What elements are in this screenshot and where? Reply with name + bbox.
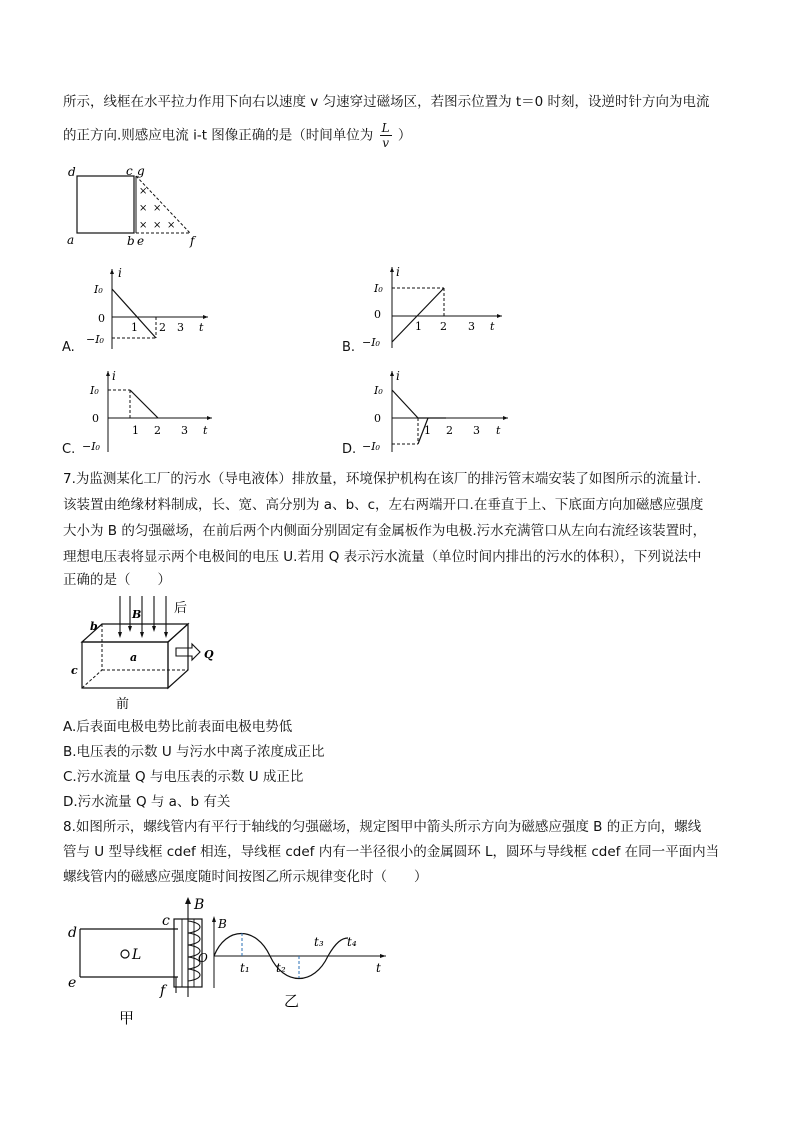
q-flow-label: Q bbox=[204, 648, 214, 661]
field-cross: × bbox=[139, 186, 148, 197]
axis-t-label: t bbox=[490, 320, 495, 333]
zero-label: 0 bbox=[92, 412, 99, 425]
tick-3: 3 bbox=[468, 320, 475, 333]
field-cross: × bbox=[139, 203, 148, 214]
t4-label: t₄ bbox=[347, 935, 357, 949]
option-a-label[interactable]: A. bbox=[62, 340, 75, 355]
q7-line-5: 正确的是（ ） bbox=[63, 572, 171, 588]
tick-2: 2 bbox=[154, 424, 161, 437]
q8-line-2: 管与 U 型导线框 cdef 相连，导线框 cdef 内有一半径很小的金属圆环 L，圆环与导线框 cdef 在同一平面内当 bbox=[63, 844, 720, 860]
q6-line-2-post: ） bbox=[397, 127, 412, 144]
dim-a-label: a bbox=[130, 651, 138, 664]
i0-label: I₀ bbox=[90, 384, 99, 397]
label-f: f bbox=[160, 983, 166, 999]
label-e: e bbox=[68, 975, 77, 991]
q8-line-1: 8.如图所示，螺线管内有平行于轴线的匀强磁场，规定图甲中箭头所示方向为磁感应强度 B 的正方向，螺线 bbox=[63, 819, 702, 835]
back-label: 后 bbox=[174, 601, 188, 616]
field-cross: × bbox=[167, 220, 176, 231]
axis-t-label: t bbox=[199, 321, 204, 334]
figure-yi-caption: 乙 bbox=[284, 992, 300, 1010]
t3-label: t₃ bbox=[314, 935, 324, 949]
axis-i-label: i bbox=[396, 265, 400, 279]
axis-i-label: i bbox=[112, 369, 116, 383]
q7-option-d[interactable]: D.污水流量 Q 与 a、b 有关 bbox=[63, 794, 231, 810]
q8-line-3: 螺线管内的磁感应强度随时间按图乙所示规律变化时（ ） bbox=[63, 869, 428, 885]
neg-i0-label: −I₀ bbox=[362, 336, 380, 349]
tick-2: 2 bbox=[440, 320, 447, 333]
neg-i0-label: −I₀ bbox=[82, 440, 100, 453]
label-e: e bbox=[137, 234, 145, 248]
field-cross: × bbox=[153, 220, 162, 231]
i0-label: I₀ bbox=[374, 384, 383, 397]
ring-l-label: L bbox=[132, 947, 142, 963]
label-c: c bbox=[162, 913, 170, 929]
dim-c-label: c bbox=[71, 664, 78, 677]
axis-t-label: t bbox=[496, 424, 501, 437]
front-label: 前 bbox=[116, 697, 130, 712]
b-field-label: B bbox=[132, 608, 142, 621]
label-f: f bbox=[190, 234, 195, 248]
figure-jia-caption: 甲 bbox=[119, 1009, 135, 1027]
dim-b-label: b bbox=[90, 620, 98, 633]
field-cross: × bbox=[153, 203, 162, 214]
field-cross: × bbox=[139, 220, 148, 231]
q8-figure-yi bbox=[196, 914, 390, 1014]
zero-label: 0 bbox=[374, 412, 381, 425]
option-c-graph[interactable] bbox=[82, 366, 217, 456]
option-a-graph[interactable] bbox=[82, 265, 212, 353]
tick-2: 2 bbox=[159, 321, 166, 334]
t1-label: t₁ bbox=[240, 961, 250, 975]
neg-i0-label: −I₀ bbox=[86, 333, 104, 346]
t-axis-label: t bbox=[376, 961, 381, 975]
q7-option-b[interactable]: B.电压表的示数 U 与污水中离子浓度成正比 bbox=[63, 744, 325, 760]
q6-line-2-pre: 的正方向.则感应电流 i-t 图像正确的是（时间单位为 bbox=[63, 127, 374, 144]
q7-option-c[interactable]: C.污水流量 Q 与电压表的示数 U 成正比 bbox=[63, 769, 304, 785]
fraction-denominator: v bbox=[382, 136, 389, 150]
zero-label: 0 bbox=[98, 312, 105, 325]
tick-1: 1 bbox=[132, 424, 139, 437]
neg-i0-label: −I₀ bbox=[362, 440, 380, 453]
origin-label: O bbox=[198, 951, 208, 965]
label-d: d bbox=[68, 165, 76, 179]
option-c-label[interactable]: C. bbox=[62, 442, 76, 457]
q6-loop-figure bbox=[62, 162, 212, 252]
label-c: c bbox=[126, 164, 133, 178]
b-axis-label: B bbox=[194, 897, 205, 913]
axis-t-label: t bbox=[203, 424, 208, 437]
q7-line-1: 7.为监测某化工厂的污水（导电液体）排放量，环境保护机构在该厂的排污管末端安装了如图所示的流量计. bbox=[63, 471, 702, 487]
option-d-label[interactable]: D. bbox=[342, 442, 357, 457]
q7-flowmeter-figure bbox=[68, 594, 218, 712]
tick-3: 3 bbox=[181, 424, 188, 437]
tick-1: 1 bbox=[131, 321, 138, 334]
b-axis-label: B bbox=[218, 917, 227, 931]
q7-option-a[interactable]: A.后表面电极电势比前表面电极电势低 bbox=[63, 719, 293, 735]
i0-label: I₀ bbox=[374, 282, 383, 295]
tick-1: 1 bbox=[415, 320, 422, 333]
q7-line-4: 理想电压表将显示两个电极间的电压 U.若用 Q 表示污水流量（单位时间内排出的污水的体积），下列说法中 bbox=[63, 549, 702, 565]
q6-line-1: 所示，线框在水平拉力作用下向右以速度 v 匀速穿过磁场区，若图示位置为 t＝0 时刻，设逆时针方向为电流 bbox=[63, 94, 710, 110]
axis-i-label: i bbox=[396, 369, 400, 383]
q6-line-2 bbox=[63, 121, 411, 150]
q7-line-2: 该装置由绝缘材料制成，长、宽、高分别为 a、b、c，左右两端开口.在垂直于上、下底面方向加磁感应强度 bbox=[63, 497, 704, 513]
q7-line-3: 大小为 B 的匀强磁场，在前后两个内侧面分别固定有金属板作为电极.污水充满管口从左向右流经该装置时， bbox=[63, 523, 707, 539]
label-b: b bbox=[127, 234, 135, 248]
time-unit-fraction bbox=[380, 121, 392, 150]
option-b-graph[interactable] bbox=[362, 262, 507, 352]
label-g: g bbox=[137, 164, 145, 178]
label-d: d bbox=[68, 925, 77, 941]
axis-i-label: i bbox=[118, 266, 122, 280]
tick-2: 2 bbox=[446, 424, 453, 437]
zero-label: 0 bbox=[374, 308, 381, 321]
label-a: a bbox=[67, 233, 75, 247]
t2-label: t₂ bbox=[276, 961, 286, 975]
tick-3: 3 bbox=[177, 321, 184, 334]
tick-3: 3 bbox=[473, 424, 480, 437]
option-d-graph[interactable] bbox=[362, 366, 512, 456]
fraction-numerator: L bbox=[381, 121, 390, 135]
tick-1: 1 bbox=[424, 424, 431, 437]
i0-label: I₀ bbox=[94, 283, 103, 296]
option-b-label[interactable]: B. bbox=[342, 340, 356, 355]
